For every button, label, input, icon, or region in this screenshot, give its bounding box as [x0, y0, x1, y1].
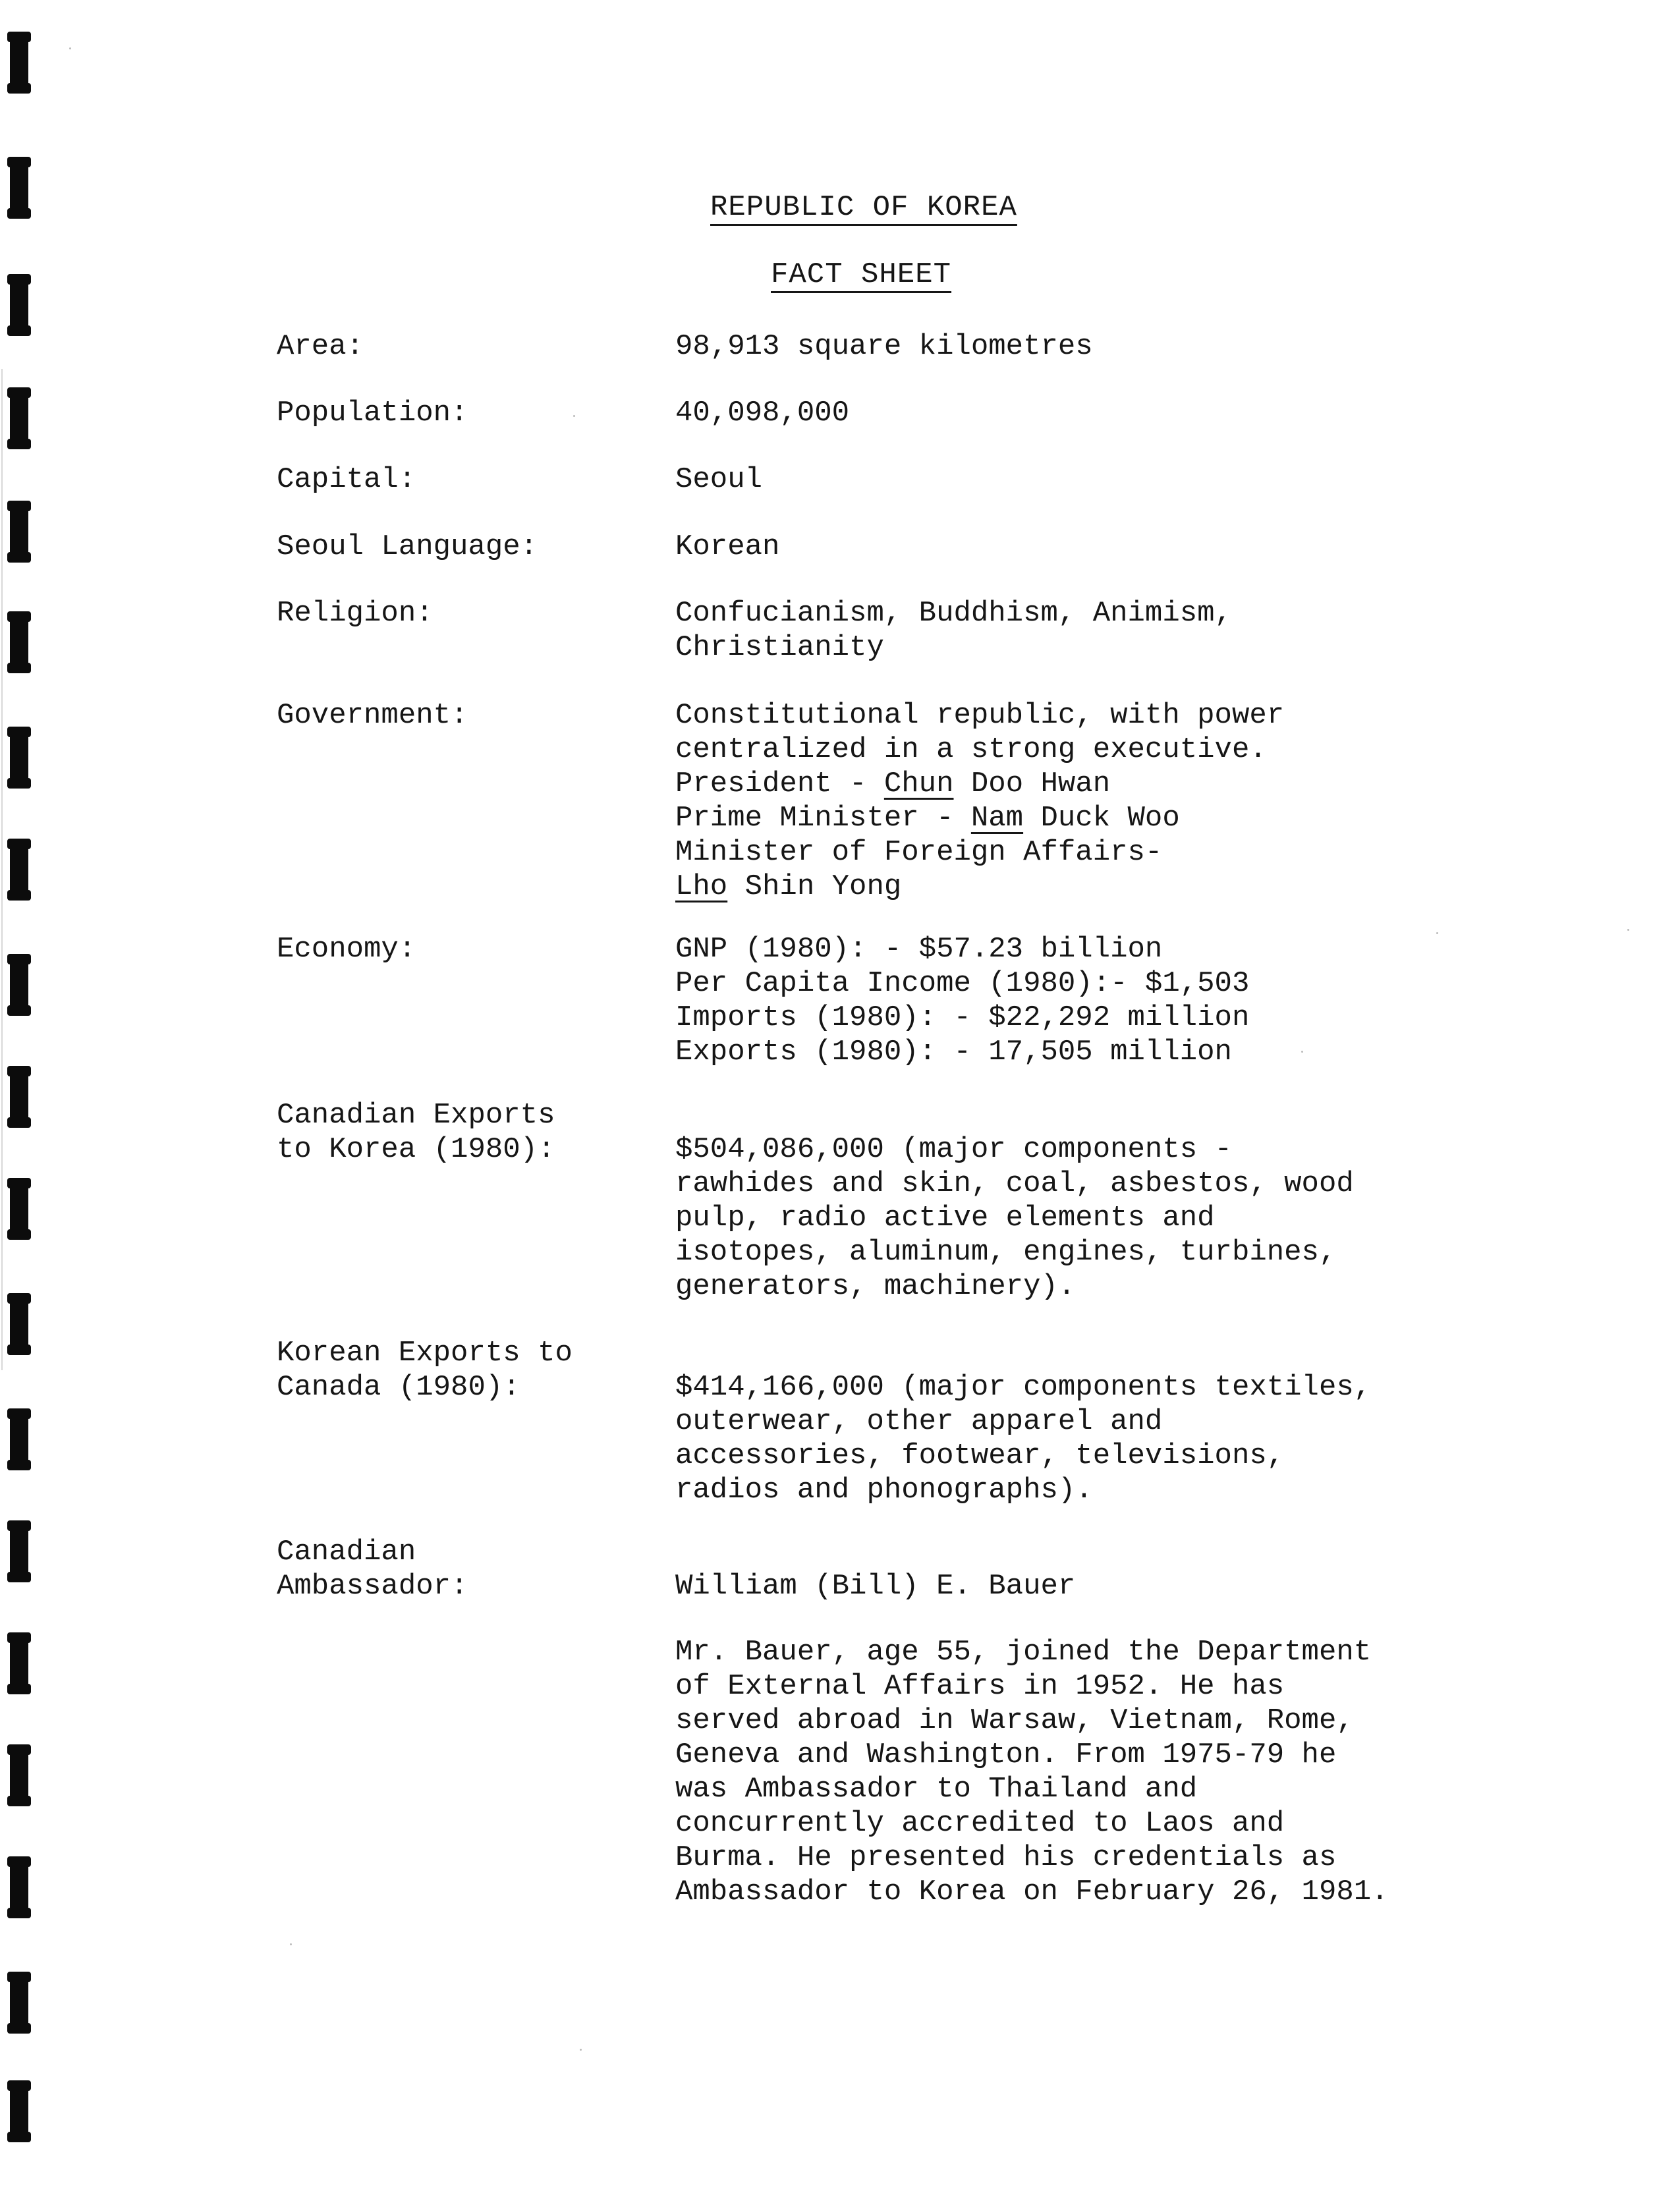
value-line: 98,913 square kilometres — [675, 330, 1093, 363]
binder-hole — [10, 1410, 28, 1469]
ambassador-bio — [675, 1635, 1389, 1909]
binder-hole — [10, 275, 28, 335]
value-line: Constitutional republic, with power — [675, 699, 1285, 732]
value-line: radios and phonographs). — [675, 1474, 1093, 1507]
label-line: Ambassador: — [277, 1570, 468, 1603]
bio-line: served abroad in Warsaw, Vietnam, Rome, — [675, 1704, 1354, 1737]
scan-speck — [1436, 932, 1438, 934]
bio-line: concurrently accredited to Laos and — [675, 1807, 1285, 1840]
bio-line: Burma. He presented his credentials as — [675, 1841, 1337, 1874]
binder-hole — [10, 158, 28, 217]
official-line-president: President - Chun Doo Hwan — [675, 767, 1111, 800]
official-line-foreign-minister-name: Lho Shin Yong — [675, 870, 902, 903]
label-line: Population: — [277, 397, 468, 430]
label-line: Canada (1980): — [277, 1371, 520, 1404]
fact-label-language — [277, 530, 538, 564]
value-line: Per Capita Income (1980):- $1,503 — [675, 967, 1250, 1000]
label-line: Economy: — [277, 933, 416, 966]
fact-label-ambassador — [277, 1535, 468, 1603]
scan-speck — [69, 47, 71, 49]
page-subtitle: FACT SHEET — [771, 258, 952, 291]
fact-value-religion — [675, 596, 1232, 665]
binder-hole — [10, 1179, 28, 1238]
fact-value-ambassador — [675, 1569, 1075, 1603]
fact-label-area — [277, 329, 364, 364]
scan-speck — [580, 2049, 582, 2051]
scan-speck — [290, 1943, 292, 1945]
value-line: isotopes, aluminum, engines, turbines, — [675, 1236, 1337, 1269]
fact-value-government — [675, 698, 1284, 904]
binder-hole — [10, 2082, 28, 2141]
fact-value-capital — [675, 462, 762, 497]
label-line: Government: — [277, 699, 468, 732]
value-line: Seoul — [675, 463, 763, 496]
binder-hole — [10, 1634, 28, 1693]
value-line: centralized in a strong executive. — [675, 733, 1267, 766]
binder-hole — [10, 1067, 28, 1126]
fact-label-capital — [277, 462, 416, 497]
binder-hole — [10, 1858, 28, 1917]
label-line: Korean Exports to — [277, 1337, 573, 1370]
scan-speck — [573, 415, 575, 417]
fact-label-korean-exports — [277, 1336, 573, 1404]
binder-hole — [10, 1973, 28, 2032]
label-line: Canadian Exports — [277, 1099, 555, 1132]
label-line: to Korea (1980): — [277, 1133, 555, 1166]
fact-value-korean-exports — [675, 1370, 1371, 1507]
scan-speck — [1627, 929, 1629, 931]
surname: Lho — [675, 870, 728, 903]
value-line: GNP (1980): - $57.23 billion — [675, 933, 1163, 966]
bio-line: of External Affairs in 1952. He has — [675, 1670, 1285, 1703]
official-line-prime-minister: Prime Minister - Nam Duck Woo — [675, 802, 1180, 835]
binder-hole — [10, 389, 28, 448]
official-line-foreign-minister-title: Minister of Foreign Affairs- — [675, 836, 1163, 869]
value-line: $414,166,000 (major components textiles, — [675, 1371, 1372, 1404]
value-line: rawhides and skin, coal, asbestos, wood — [675, 1167, 1354, 1200]
value-line: Exports (1980): - 17,505 million — [675, 1036, 1232, 1069]
page-edge-line — [1, 369, 3, 1370]
label-line: Seoul Language: — [277, 530, 538, 563]
label-line: Canadian — [277, 1536, 416, 1568]
page-title: REPUBLIC OF KOREA — [710, 191, 1017, 224]
fact-value-canadian-exports — [675, 1132, 1354, 1304]
value-line: outerwear, other apparel and — [675, 1405, 1163, 1438]
binder-hole — [10, 1294, 28, 1354]
value-line: accessories, footwear, televisions, — [675, 1439, 1285, 1472]
binder-hole — [10, 33, 28, 92]
value-line: Christianity — [675, 631, 884, 664]
binder-hole — [10, 955, 28, 1014]
bio-line: Mr. Bauer, age 55, joined the Department — [675, 1636, 1372, 1669]
value-line: pulp, radio active elements and — [675, 1202, 1215, 1235]
binder-hole — [10, 840, 28, 899]
label-line: Area: — [277, 330, 364, 363]
fact-value-population — [675, 396, 849, 430]
fact-label-canadian-exports — [277, 1098, 555, 1167]
value-line: Korean — [675, 530, 780, 563]
surname: Nam — [970, 802, 1024, 835]
binder-hole — [10, 1746, 28, 1805]
fact-label-population — [277, 396, 468, 430]
fact-value-area — [675, 329, 1093, 364]
bio-line: was Ambassador to Thailand and — [675, 1773, 1198, 1806]
value-line: William (Bill) E. Bauer — [675, 1570, 1076, 1603]
label-line: Capital: — [277, 463, 416, 496]
value-line: generators, machinery). — [675, 1270, 1076, 1303]
label-line: Religion: — [277, 597, 434, 630]
fact-value-language — [675, 530, 779, 564]
binder-hole — [10, 613, 28, 672]
fact-value-economy — [675, 932, 1249, 1069]
binder-hole — [10, 728, 28, 787]
value-line: Confucianism, Buddhism, Animism, — [675, 597, 1232, 630]
bio-line: Geneva and Washington. From 1975-79 he — [675, 1738, 1337, 1771]
binder-hole — [10, 1522, 28, 1581]
value-line: 40,098,000 — [675, 397, 850, 430]
scan-speck — [1301, 1051, 1303, 1053]
surname: Chun — [883, 767, 954, 800]
fact-label-government — [277, 698, 468, 733]
value-line: $504,086,000 (major components - — [675, 1133, 1232, 1166]
fact-label-economy — [277, 932, 416, 966]
binder-hole — [10, 502, 28, 561]
fact-label-religion — [277, 596, 434, 630]
bio-line: Ambassador to Korea on February 26, 1981. — [675, 1875, 1389, 1908]
value-line: Imports (1980): - $22,292 million — [675, 1001, 1250, 1034]
